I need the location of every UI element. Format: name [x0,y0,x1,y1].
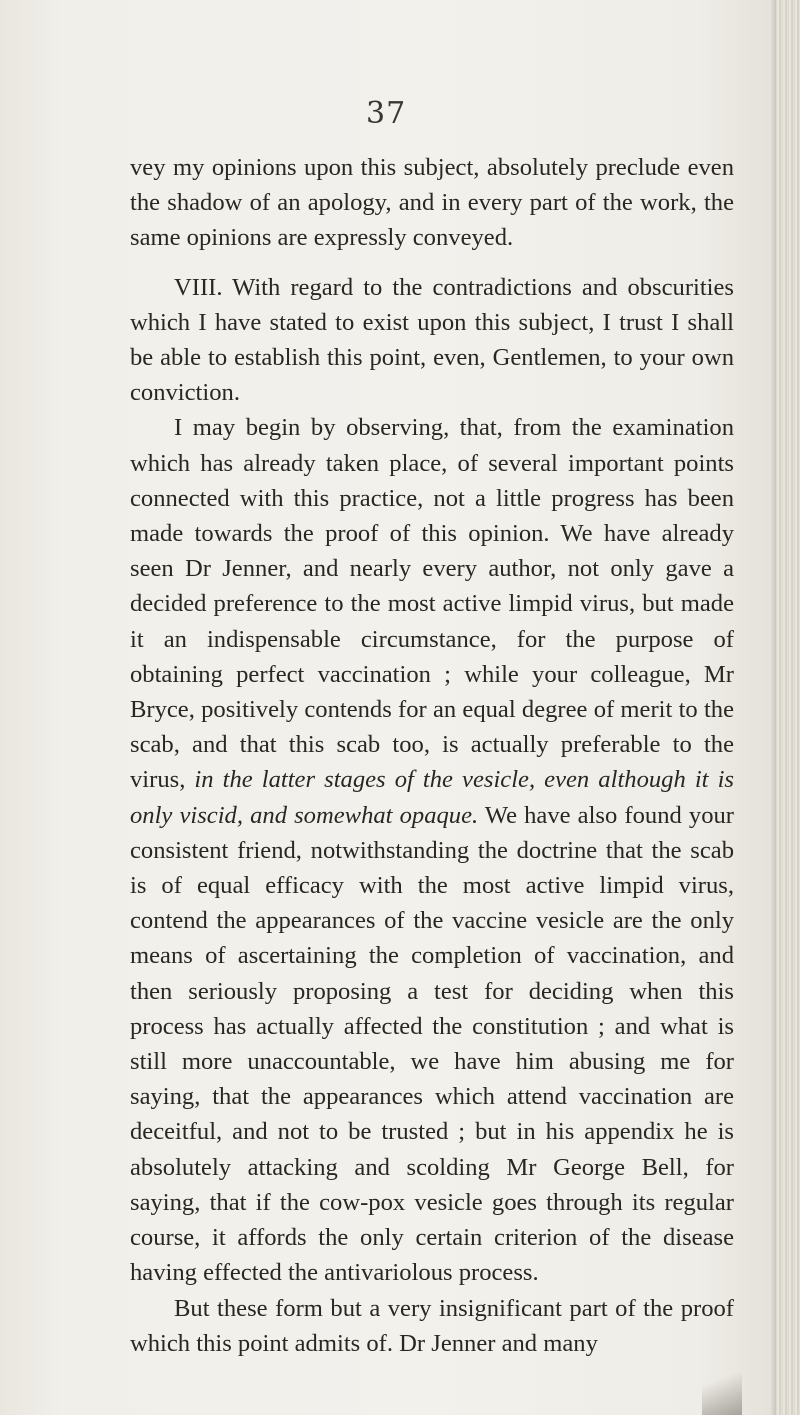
text-segment: I may begin by observing, that, from the examination which has already taken place, of several important points connected with this practice, not a little progress has been made towards the proof of this opinion. We have already seen Dr Jenner, and nearly every author, not only gave a decided preference to the most active limpid virus, but made it an indispensable circumstance, for the purpose of obtaining perfect vaccination ; while your colleague, Mr Bryce, positively contends for an equal degree of merit to the scab, and that this scab too, is actually preferable to the virus, [130,414,734,794]
text-segment: VIII. With regard to the contradictions and obscurities which I have stated to exist upon this subject, I trust I shall be able to establish this point, even, Gentlemen, to your own conviction. [130,273,734,407]
body-text [130,150,734,1361]
page-stack-edge [776,0,800,1415]
paragraph-continuation [130,150,734,256]
italic-text-segment: in the latter stages of the vesicle, even although it is only viscid, and somewhat opaque. [130,766,734,829]
text-segment: vey my opinions upon this subject, absolutely preclude even the shadow of an apology, and in every part of the work, the same opinions are expressly conveyed. [130,154,734,252]
paragraph-but-these [130,1291,734,1361]
page-corner-shadow [702,1355,742,1415]
text-segment: But these form but a very insignificant part of the proof which this point admits of. Dr Jenner and many [130,1294,734,1357]
text-segment: We have also found your consistent friend, notwithstanding the doctrine that the scab is of equal efficacy with the most active limpid virus, contend the appearances of the vaccine vesicle are the only means of ascertaining the completion of vaccination, and then seriously proposing a test for deciding when this process has actually affected the constitution ; and what is still more unaccountable, we have him abusing me for saying, that the appearances which attend vaccination are deceitful, and not to be trusted ; but in his appendix he is absolutely attacking and scolding Mr George Bell, for saying, that if the cow-pox vesicle goes through its regular course, it affords the only certain criterion of the disease having effected the antivariolous process. [130,801,734,1287]
paragraph-section-viii [130,270,734,411]
paragraph-observing [130,410,734,1290]
page-number: 37 [366,96,407,131]
